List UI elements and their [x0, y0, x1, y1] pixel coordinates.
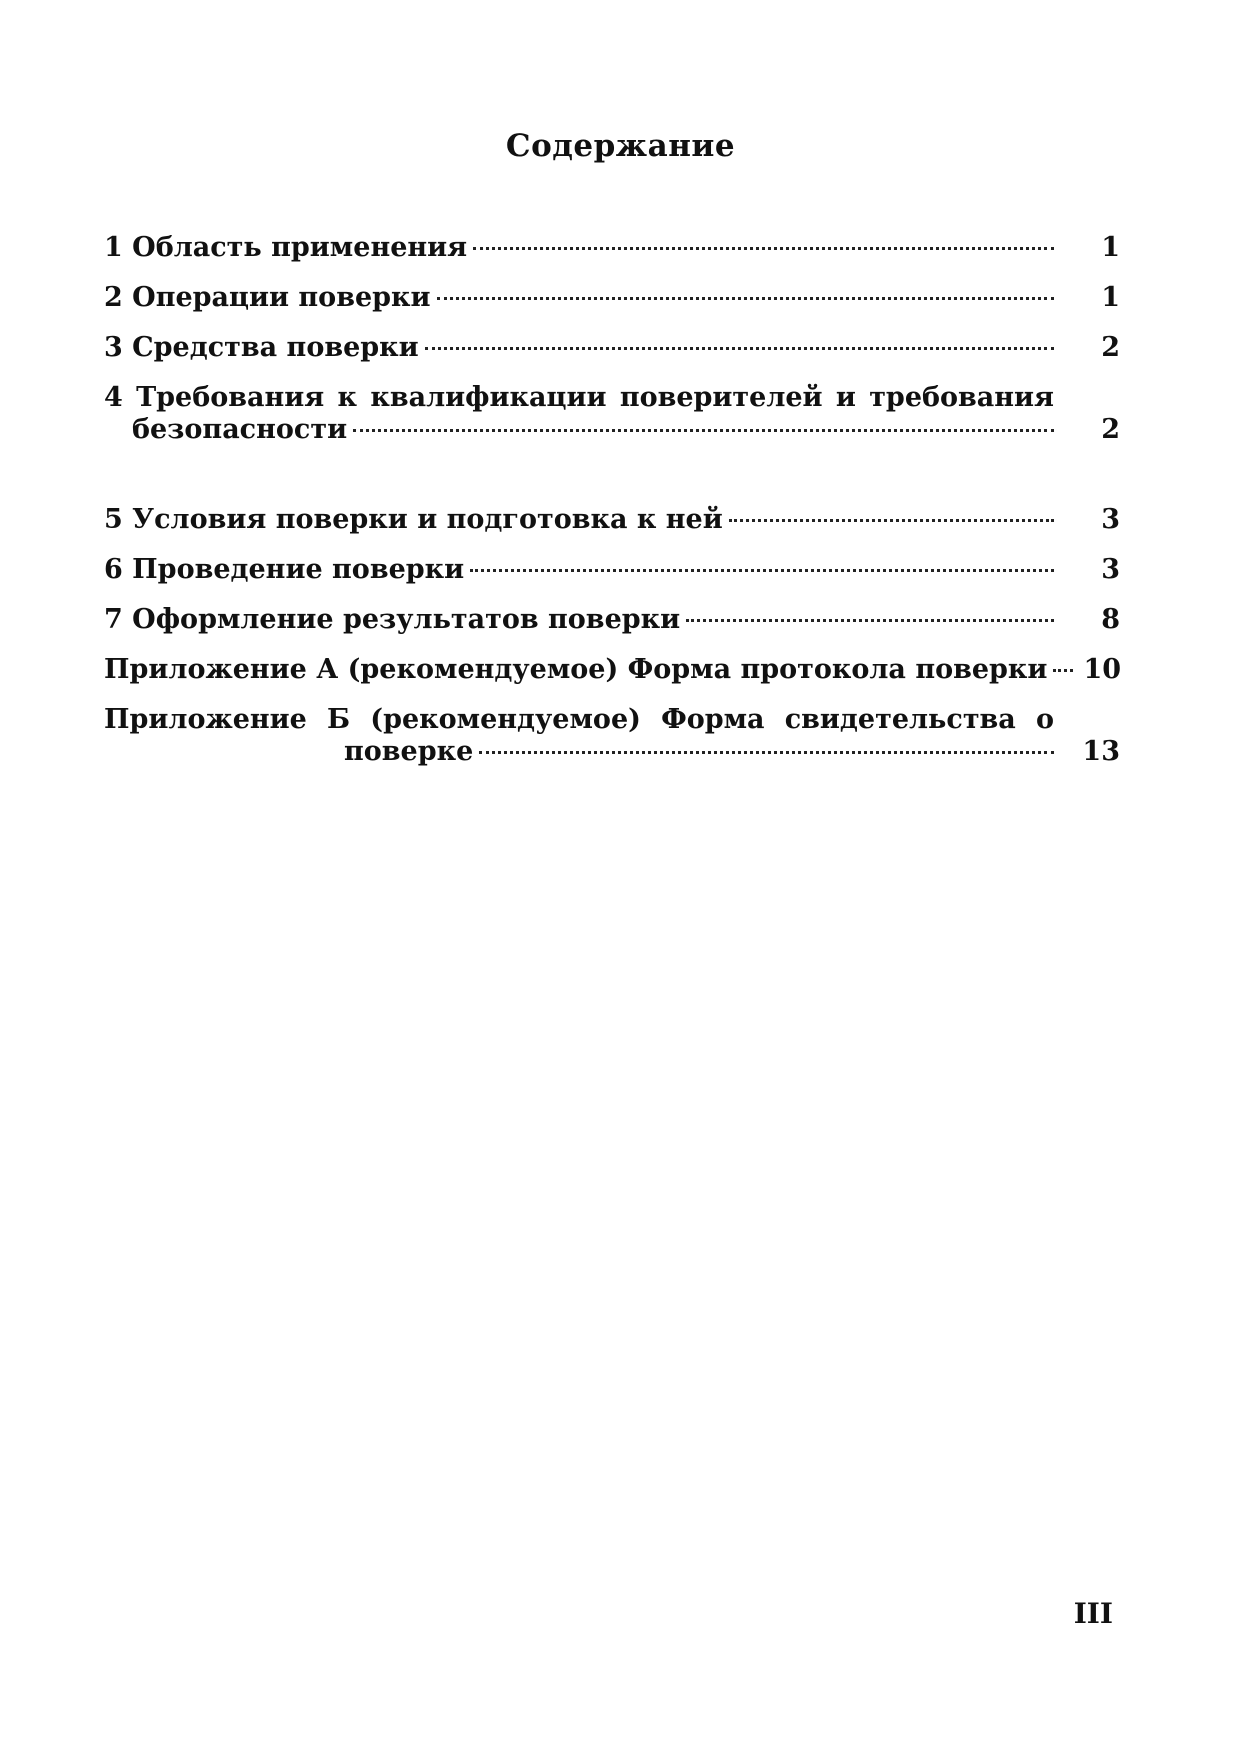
- dot-leader: [1053, 669, 1073, 672]
- toc-entry-appendix-a[interactable]: [104, 654, 1120, 686]
- dot-leader: [686, 619, 1054, 622]
- toc-entry-label: 2 Операции поверки: [104, 282, 431, 313]
- toc-entry-5[interactable]: [104, 504, 1120, 536]
- toc-entry-label: 1 Область применения: [104, 232, 468, 263]
- toc-entry-page: 2: [1101, 414, 1120, 445]
- toc-entry-page: 2: [1101, 332, 1120, 363]
- toc-entry-label-line2: безопасности: [132, 414, 348, 445]
- toc-entry-label: Приложение А (рекомендуемое) Форма протокола поверки: [104, 654, 1048, 685]
- toc-entry-label-line2: поверке: [344, 736, 474, 767]
- toc-entry-6[interactable]: [104, 554, 1120, 586]
- toc-entry-1[interactable]: [104, 232, 1120, 264]
- toc-entry-label: 5 Условия поверки и подготовка к ней: [104, 504, 723, 535]
- toc-entry-label-line1: 4 Требования к квалификации поверителей и требования: [104, 382, 1054, 413]
- toc-entry-2[interactable]: [104, 282, 1120, 314]
- dot-leader: [479, 751, 1054, 754]
- toc-entry-page: 3: [1101, 504, 1120, 535]
- toc-entry-appendix-b[interactable]: [104, 704, 1120, 768]
- toc-entry-page: 3: [1101, 554, 1120, 585]
- toc-entry-label: 7 Оформление результатов поверки: [104, 604, 681, 635]
- toc-entry-page: 1: [1101, 282, 1120, 313]
- dot-leader: [729, 519, 1054, 522]
- dot-leader: [473, 247, 1054, 250]
- toc-entry-label: 3 Средства поверки: [104, 332, 419, 363]
- toc-entry-4[interactable]: [104, 382, 1120, 446]
- dot-leader: [470, 569, 1054, 572]
- dot-leader: [437, 297, 1054, 300]
- dot-leader: [353, 429, 1054, 432]
- toc-entry-page: 1: [1101, 232, 1120, 263]
- toc-title: Содержание: [505, 128, 736, 164]
- toc-entry-7[interactable]: [104, 604, 1120, 636]
- toc-entry-page: 10: [1083, 654, 1122, 685]
- toc-entry-page: 8: [1101, 604, 1120, 635]
- toc-entry-label-line1: Приложение Б (рекомендуемое) Форма свидетельства о: [104, 704, 1054, 735]
- toc-entry-label: 6 Проведение поверки: [104, 554, 465, 585]
- toc-entry-3[interactable]: [104, 332, 1120, 364]
- page-number: III: [1073, 1597, 1113, 1630]
- dot-leader: [425, 347, 1054, 350]
- toc-entry-page: 13: [1082, 736, 1120, 767]
